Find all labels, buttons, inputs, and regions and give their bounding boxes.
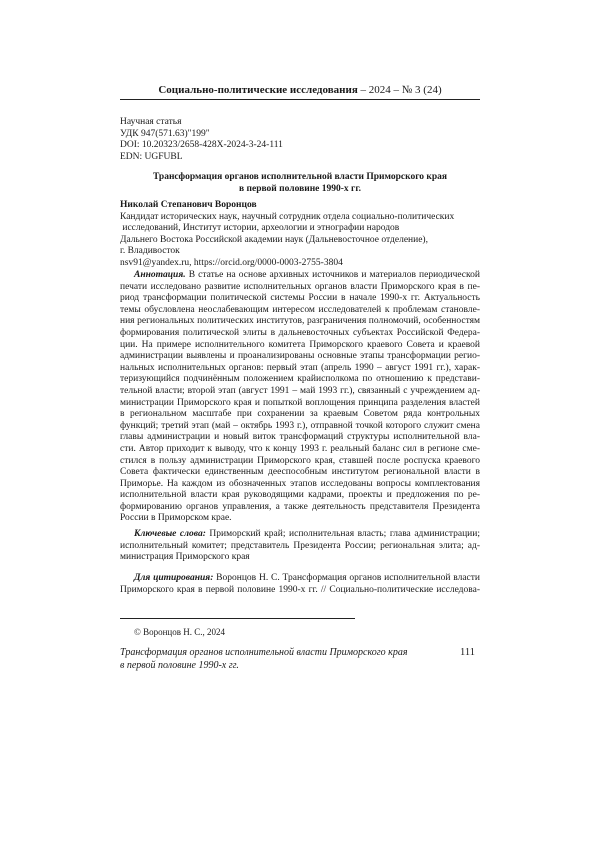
abstract-first-line: [120, 270, 480, 282]
keywords-line: исполнительный комитет; представитель Президента России; региональная элита; ад-: [120, 540, 480, 551]
journal-issue: – 2024 – № 3 (24): [360, 84, 442, 96]
article-meta: [120, 117, 283, 163]
abstract-line: нальных исполнительных органов: первый этап (апрель 1990 – август 1991 гг.), харак-: [120, 362, 480, 373]
abstract-line: сти. Автор приходит к выводу, что к концу 1993 г. реальный баланс сил в регионе сме-: [120, 443, 480, 454]
abstract-label: Аннотация.: [134, 270, 186, 280]
abstract-line: стился в пользу администрации Приморского края, ставшей после роспуска краевого: [120, 455, 480, 466]
keywords-text: Приморский край; исполнительная власть; глава администрации;: [205, 529, 480, 539]
abstract-line: главы администрации и новый виток трансформаций структуры исполнительной вла-: [120, 432, 480, 443]
citation-first-line: [120, 573, 480, 585]
abstract: [120, 270, 480, 525]
article-type: Научная статья: [120, 117, 182, 127]
abstract-line: темы обусловлена неослабевающим интересом исследователей к проблемам становле-: [120, 304, 480, 315]
abstract-line: администрации выявлены и проанализированы основные этапы трансформации регио-: [120, 351, 480, 362]
citation-label: Для цитирования:: [134, 573, 214, 583]
abstract-line: Совета фактически единственным дееспособным институтом региональной власти в: [120, 467, 480, 478]
abstract-line: теризующийся подчинённым положением крайисполкома по отношению к представи-: [120, 374, 480, 385]
abstract-line: ния региональных политических институтов, разграничения полномочий, особенностям: [120, 316, 480, 327]
author-block: [120, 200, 480, 270]
running-head: [120, 84, 480, 100]
abstract-line: исполнительной власти края руководящими кадрами, проекты и предложения по ре-: [120, 490, 480, 501]
title-line: Трансформация органов исполнительной власти Приморского края: [152, 172, 448, 182]
author-name: Николай Степанович Воронцов: [120, 200, 257, 210]
affiliation-line: г. Владивосток: [120, 246, 180, 257]
abstract-line: Приморье. На каждом из обозначенных этапов исследованы вопросы комплектования: [120, 478, 480, 489]
abstract-line: в региональном масштабе при сохранении за краевым Советом ряда контрольных: [120, 409, 480, 420]
abstract-line: риод трансформации политической системы России в начале 1990-х гг. Актуальность: [120, 293, 480, 304]
footer-title-line: в первой половине 1990-х гг.: [120, 659, 239, 671]
keywords-first-line: [120, 529, 480, 541]
footnote-divider: [120, 618, 355, 619]
abstract-line: министрации Приморского края и попыткой воплощения принципа разделения властей: [120, 397, 480, 408]
footer-title-line: Трансформация органов исполнительной власти Приморского края: [120, 647, 408, 658]
abstract-line: функций; третий этап (май – октябрь 1993 г.), отправной точкой которого служит смена: [120, 420, 480, 431]
author-contacts: nsv91@yandex.ru, https://orcid.org/0000-0003-2755-3804: [120, 257, 343, 268]
abstract-line: тельной власти; второй этап (август 1991 – май 1993 гг.), связанный с учреждением ад-: [120, 385, 480, 396]
keywords-line: министрация Приморского края: [120, 552, 250, 563]
citation: [120, 573, 480, 596]
abstract-line: печати исследовано развитие исполнительных органов власти Приморского края в пе-: [120, 281, 480, 292]
abstract-text: В статье на основе архивных источников и материалов периодической: [185, 270, 480, 280]
affiliation-line: Кандидат исторических наук, научный сотрудник отдела социально-политических: [120, 211, 455, 222]
citation-line: Приморского края в первой половине 1990-х гг. // Социально-политические исследова-: [120, 584, 480, 595]
doi: DOI: 10.20323/2658-428X-2024-3-24-111: [120, 140, 283, 151]
abstract-line: формирования политической элиты в дальневосточных субъектах Российской Федера-: [120, 327, 480, 338]
udk: УДК 947(571.63)"199": [120, 128, 210, 139]
citation-text: Воронцов Н. С. Трансформация органов исполнительной власти: [213, 573, 480, 583]
abstract-line: России в Приморском крае.: [120, 513, 232, 524]
page-number: 111: [460, 647, 475, 658]
journal-name: Социально-политические исследования: [158, 84, 358, 96]
keywords: [120, 529, 480, 564]
article-title: [120, 172, 480, 196]
affiliation-line: Дальнего Востока Российской академии наук (Дальневосточное отделение),: [120, 234, 428, 245]
title-line: в первой половине 1990-х гг.: [239, 183, 361, 194]
copyright-note: © Воронцов Н. С., 2024: [134, 627, 225, 637]
footer-running-title: [120, 647, 408, 672]
affiliation-line: исследований, Институт истории, археологии и этнографии народов: [120, 223, 400, 234]
abstract-line: формированию органов управления, а также деятельность представителя Президента: [120, 501, 480, 512]
abstract-line: ции. На примере исполнительного комитета Приморского краевого Совета и краевой: [120, 339, 480, 350]
keywords-label: Ключевые слова:: [134, 529, 206, 539]
edn: EDN: UGFUBL: [120, 151, 183, 162]
